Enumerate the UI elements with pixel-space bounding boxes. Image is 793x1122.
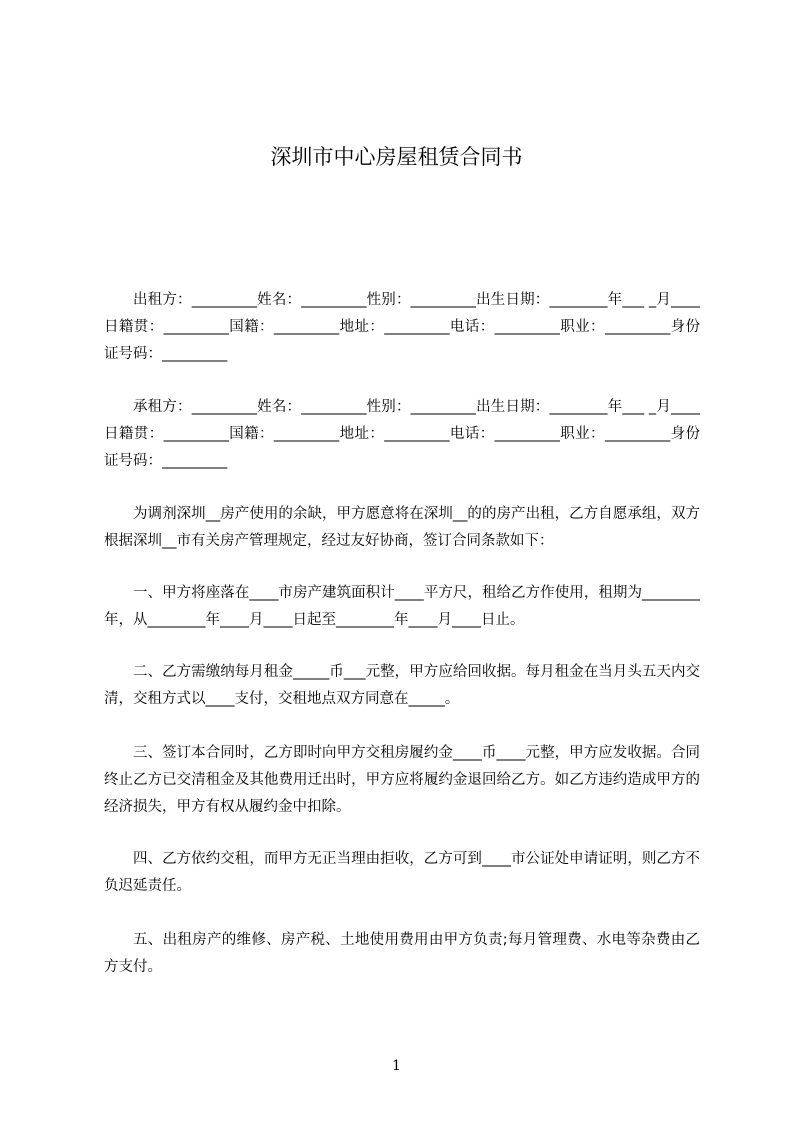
- preamble-paragraph: 为调剂深圳__房产使用的余缺，甲方愿意将在深圳__的的房产出租，乙方自愿承组，双方根据深圳__市有关房产管理规定，经过友好协商，签订合同条款如下：: [104, 506, 700, 549]
- lessor-info-paragraph: 出租方：_________姓名：_________性别：_________出生日期：________年___ _月____日籍贯：_________国籍：_________地址：_________电话：_________职业：_________身份证号码：_________: [104, 292, 700, 362]
- clause-4-paragraph: 四、乙方依约交租，而甲方无正当理由拒收，乙方可到____市公证处申请证明，则乙方不负迟延责任。: [104, 851, 700, 894]
- clause-3-paragraph: 三、签订本合同时，乙方即时向甲方交租房履约金____币____元整，甲方应发收据。合同终止乙方已交清租金及其他费用迁出时，甲方应将履约金退回给乙方。如乙方违约造成甲方的经济损失，甲方有权从履约金中扣除。: [104, 745, 700, 815]
- clause-5-paragraph: 五、出租房产的维修、房产税、土地使用费用由甲方负责;每月管理费、水电等杂费由乙方支付。: [104, 932, 700, 975]
- document-title: 深圳市中心房屋租赁合同书: [270, 145, 523, 169]
- lessee-info-paragraph: 承租方：_________姓名：_________性别：_________出生日期：________年___ _月____日籍贯：_________国籍：_________地址：_________电话：_________职业：_________身份证号码：_________: [104, 399, 700, 469]
- clause-2-paragraph: 二、乙方需缴纳每月租金_____币___元整，甲方应给回收据。每月租金在当月头五天内交清，交租方式以____支付，交租地点双方同意在_____。: [104, 664, 700, 707]
- clause-1-paragraph: 一、甲方将座落在____市房产建筑面积计____平方尺，租给乙方作使用，租期为________年，从________年____月____日起至________年____月____日止。: [104, 585, 700, 628]
- page-number: 1: [392, 1058, 401, 1074]
